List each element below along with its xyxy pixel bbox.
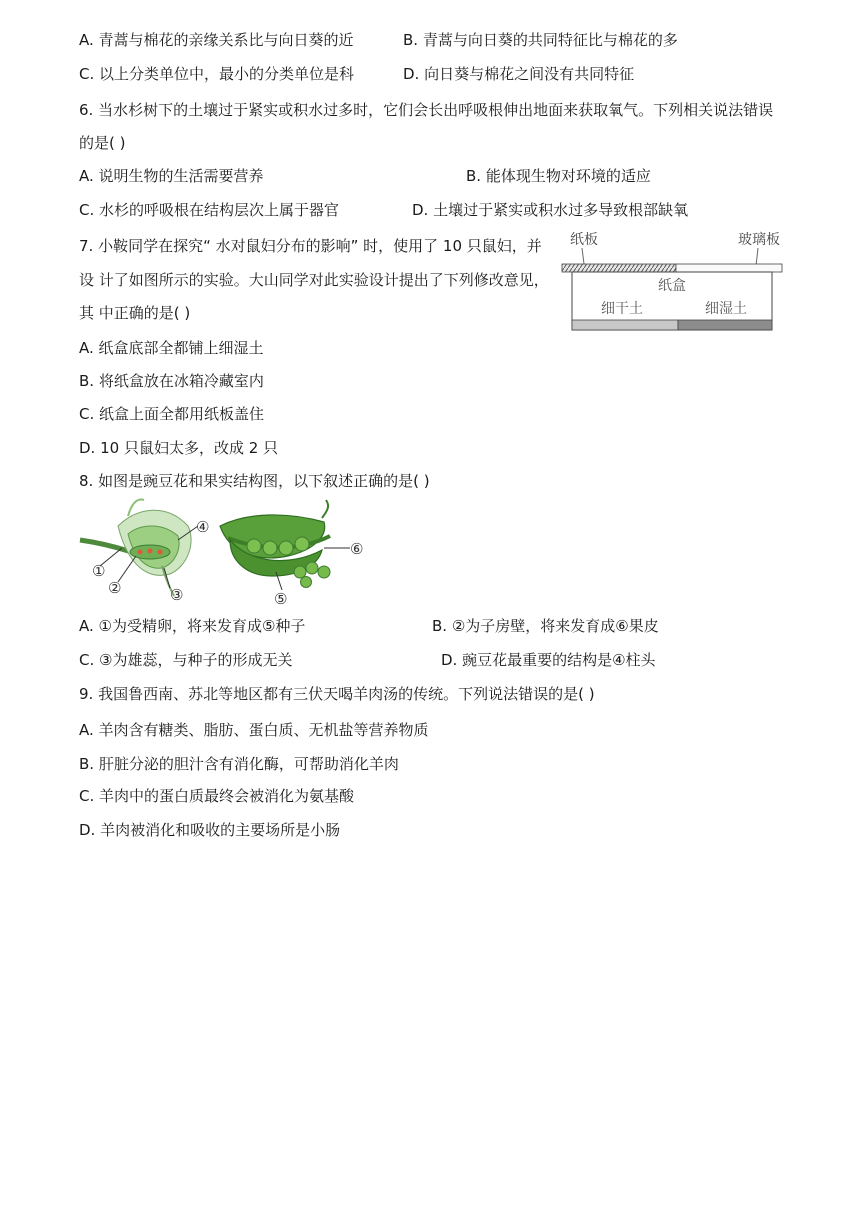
label-5: ⑤ xyxy=(274,590,288,608)
pea-pod-illustration xyxy=(220,500,330,588)
paper-box-label: 纸盒 xyxy=(658,278,686,294)
dry-soil-layer xyxy=(572,320,678,330)
q8-option-c: C. ③为雄蕊，与种子的形成无关 xyxy=(79,651,293,669)
paper-board xyxy=(562,264,676,272)
q5-option-b: B. 青蒿与向日葵的共同特征比与棉花的多 xyxy=(403,31,678,49)
label-3: ③ xyxy=(170,586,184,604)
glass-board xyxy=(676,264,782,272)
q6-stem-line1: 6. 当水杉树下的土壤过于紧实或积水过多时，它们会长出呼吸根伸出地面来获取氧气。下列相关说法错误 xyxy=(79,101,774,119)
q6-option-a: A. 说明生物的生活需要营养 xyxy=(79,167,264,185)
q8-option-d: D. 豌豆花最重要的结构是④柱头 xyxy=(441,651,656,669)
q7-stem-line3: 其 中正确的是( ) xyxy=(79,304,191,322)
q8-option-a: A. ①为受精卵，将来发育成⑤种子 xyxy=(79,617,306,635)
q9-option-b: B. 肝脏分泌的胆汁含有消化酶，可帮助消化羊肉 xyxy=(79,755,399,773)
glass-leader-line xyxy=(756,248,758,266)
q7-option-d: D. 10 只鼠妇太多，改成 2 只 xyxy=(79,439,279,457)
q7-experiment-figure xyxy=(560,226,786,336)
dry-soil-label: 细干土 xyxy=(601,301,643,317)
q7-stem-line2: 设 计了如图所示的实验。大山同学对此实验设计提出了下列修改意见， xyxy=(79,271,549,289)
q7-option-a: A. 纸盒底部全都铺上细湿土 xyxy=(79,339,264,357)
q7-option-c: C. 纸盒上面全都用纸板盖住 xyxy=(79,405,265,423)
q8-pea-figure xyxy=(78,496,378,608)
q7-stem-line1: 7. 小鞍同学在探究“ 水对鼠妇分布的影响” 时，使用了 10 只鼠妇，并 xyxy=(79,237,542,255)
q6-stem-line2: 的是( ) xyxy=(79,134,126,152)
q8-option-b: B. ②为子房壁，将来发育成⑥果皮 xyxy=(432,617,659,635)
label-1: ① xyxy=(92,562,106,580)
q6-option-d: D. 土壤过于紧实或积水过多导致根部缺氧 xyxy=(412,201,689,219)
q9-option-d: D. 羊肉被消化和吸收的主要场所是小肠 xyxy=(79,821,341,839)
q9-stem: 9. 我国鲁西南、苏北等地区都有三伏天喝羊肉汤的传统。下列说法错误的是( ) xyxy=(79,685,595,703)
wet-soil-layer xyxy=(678,320,772,330)
pea-flower-illustration xyxy=(80,500,191,596)
q7-option-b: B. 将纸盒放在冰箱冷藏室内 xyxy=(79,372,264,390)
q8-stem: 8. 如图是豌豆花和果实结构图，以下叙述正确的是( ) xyxy=(79,472,430,490)
glass-board-label: 玻璃板 xyxy=(738,232,780,248)
label-6: ⑥ xyxy=(350,540,364,558)
wet-soil-label: 细湿土 xyxy=(705,301,747,317)
q6-option-b: B. 能体现生物对环境的适应 xyxy=(466,167,651,185)
q5-option-a: A. 青蒿与棉花的亲缘关系比与向日葵的近 xyxy=(79,31,354,49)
q5-option-c: C. 以上分类单位中，最小的分类单位是科 xyxy=(79,65,355,83)
q5-option-d: D. 向日葵与棉花之间没有共同特征 xyxy=(403,65,635,83)
q9-option-c: C. 羊肉中的蛋白质最终会被消化为氨基酸 xyxy=(79,787,355,805)
q9-option-a: A. 羊肉含有糖类、脂肪、蛋白质、无机盐等营养物质 xyxy=(79,721,429,739)
paper-leader-line xyxy=(582,248,584,264)
label-2: ② xyxy=(108,579,122,597)
paper-board-label: 纸板 xyxy=(570,232,598,248)
label-4: ④ xyxy=(196,518,210,536)
q6-option-c: C. 水杉的呼吸根在结构层次上属于器官 xyxy=(79,201,340,219)
